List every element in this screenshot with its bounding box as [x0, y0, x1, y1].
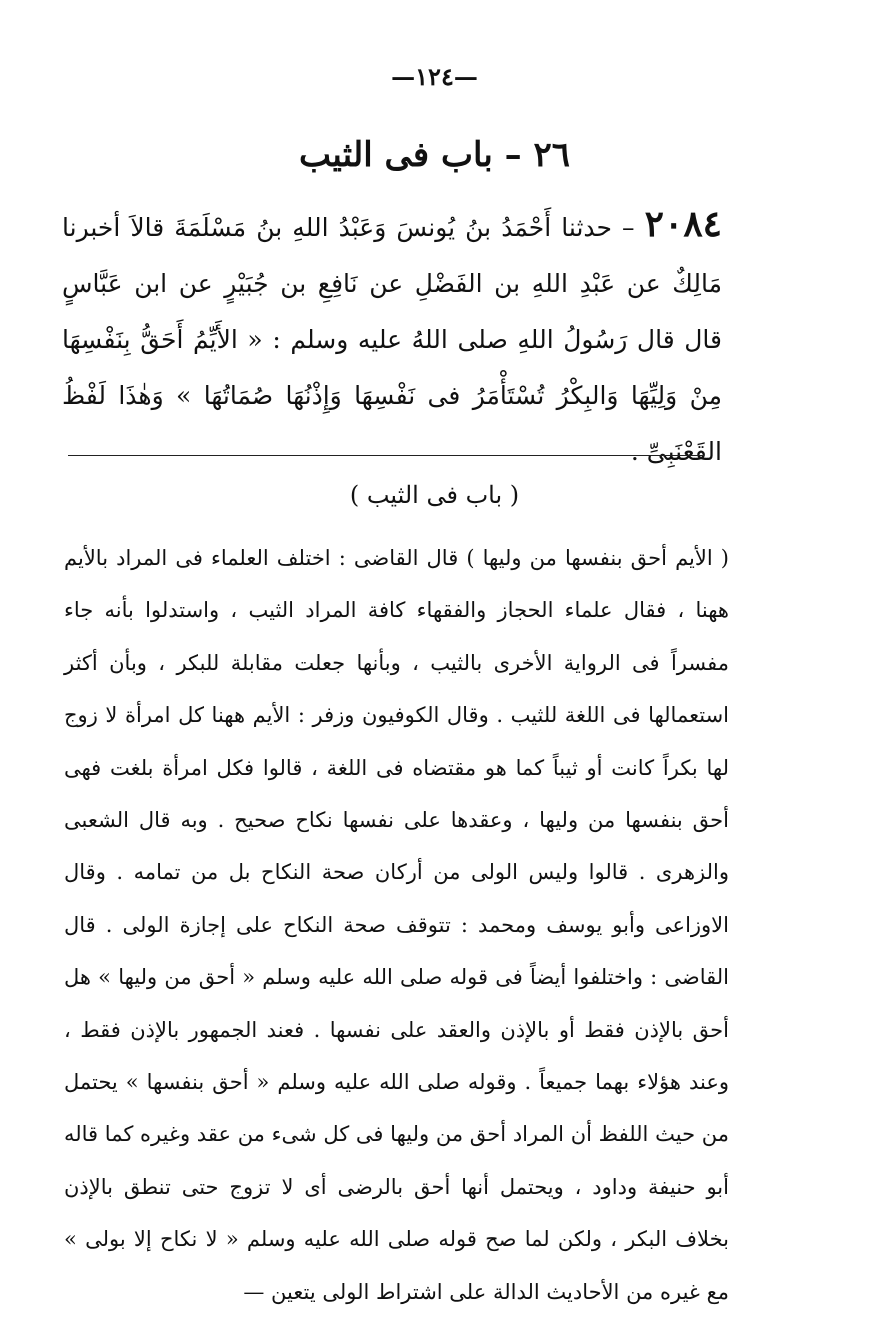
hadith-text: – حدثنا أَحْمَدُ بنُ يُونسَ وَعَبْدُ اللهِ بنُ مَسْلَمَةَ قالاَ أخبرنا مَالِكٌ عن عَبْدِ اللهِ بن الفَضْلِ عن نَافِعِ بن جُبَيْرٍ عن ابن عَبَّاسٍ قال قال رَسُولُ اللهِ صلى اللهُ عليه وسلم : « الأَيِّمُ أَحَقُّ بِنَفْسِهَا مِنْ وَلِيِّهَا وَالبِكْرُ تُسْتَأْمَرُ فى نَفْسِهَا وَإِذْنُهَا صُمَاتُهَا » وَهٰذَا لَفْظُ القَعْنَبِىِّ . [62, 213, 722, 466]
commentary-paragraph: ( الأيم أحق بنفسها من وليها ) قال القاضى : اختلف العلماء فى المراد بالأيم ههنا ، فقال علماء الحجاز والفقهاء كافة المراد الثيب ، واستدلوا بأنه جاء مفسراً فى الرواية الأخرى بالثيب ، وبأنها جعلت مقابلة للبكر ، وبأن أكثر استعمالها فى اللغة للثيب . وقال الكوفيون وزفر : الأيم ههنا كل امرأة لا زوج لها بكراً كانت أو ثيباً كما هو مقتضاه فى اللغة ، قالوا فكل امرأة بلغت فهى أحق بنفسها من وليها ، وعقدها على نفسها نكاح صحيح . وبه قال الشعبى والزهرى . قالوا وليس الولى من أركان صحة النكاح بل من تمامه . وقال الاوزاعى وأبو يوسف ومحمد : تتوقف صحة النكاح على إجازة الولى . قال القاضى : واختلفوا أيضاً فى قوله صلى الله عليه وسلم « أحق من وليها » هل أحق بالإذن فقط أو بالإذن والعقد على نفسها . فعند الجمهور بالإذن فقط ، وعند هؤلاء بهما جميعاً . وقوله صلى الله عليه وسلم « أحق بنفسها » يحتمل من حيث اللفظ أن المراد أحق من وليها فى كل شىء من عقد وغيره كما قاله أبو حنيفة وداود ، ويحتمل أنها أحق بالرضى أى لا تزوج حتى تنطق بالإذن بخلاف البكر ، ولكن لما صح قوله صلى الله عليه وسلم « لا نكاح إلا بولى » مع غيره من الأحاديث الدالة على اشتراط الولى يتعين — [64, 546, 729, 1304]
section-divider [68, 455, 704, 456]
commentary-title: ( باب فى الثيب ) [349, 481, 520, 509]
hadith-paragraph [62, 196, 722, 480]
hadith-number: ٢٠٨٤ [644, 203, 722, 245]
chapter-title: ٢٦ – باب فى الثيب [298, 135, 570, 175]
page-number: —١٢٤— [391, 62, 478, 91]
